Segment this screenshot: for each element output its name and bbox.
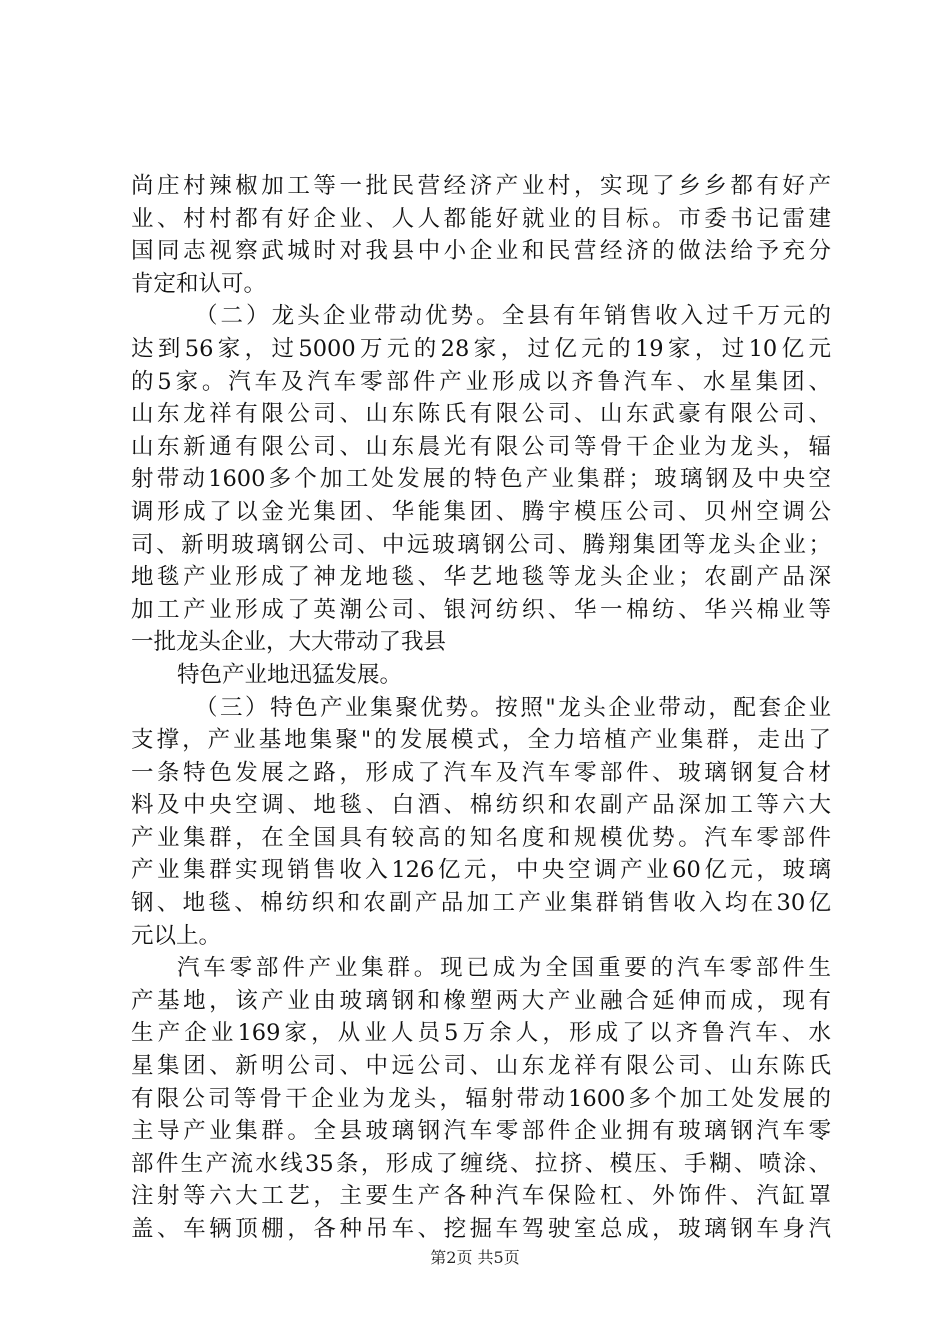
text-line: 地毯产业形成了神龙地毯、华艺地毯等龙头企业；农副产品深 <box>131 564 831 591</box>
text-line: 产基地，该产业由玻璃钢和橡塑两大产业融合延伸而成，现有 <box>131 987 831 1014</box>
text-line: 肯定和认可。 <box>131 270 267 297</box>
text-line: 汽车零部件产业集群。现已成为全国重要的汽车零部件生 <box>177 955 831 982</box>
text-line: 盖、车辆顶棚，各种吊车、挖掘车驾驶室总成，玻璃钢车身汽 <box>131 1216 831 1242</box>
text-line: 产业集群实现销售收入126亿元，中央空调产业60亿元，玻璃 <box>131 857 831 884</box>
page-number-footer: 第2页 共5页 <box>430 1248 520 1267</box>
text-line: （二）龙头企业带动优势。全县有年销售收入过千万元的 <box>195 303 831 330</box>
text-line: 支撑，产业基地集聚"的发展模式，全力培植产业集群，走出了 <box>131 727 831 754</box>
text-line: 一条特色发展之路，形成了汽车及汽车零部件、玻璃钢复合材 <box>131 759 831 786</box>
text-line: 钢、地毯、棉纺织和农副产品加工产业集群销售收入均在30亿 <box>131 890 831 917</box>
text-line: 山东新通有限公司、山东晨光有限公司等骨干企业为龙头，辐 <box>131 433 831 460</box>
text-line: 业、村村都有好企业、人人都能好就业的目标。市委书记雷建 <box>131 205 831 232</box>
text-line: 一批龙头企业，大大带动了我县 <box>131 629 447 656</box>
text-line: 部件生产流水线35条，形成了缠绕、拉挤、模压、手糊、喷涂、 <box>131 1150 831 1177</box>
text-line: 产业集群，在全国具有较高的知名度和规模优势。汽车零部件 <box>131 824 831 851</box>
text-line: 料及中央空调、地毯、白酒、棉纺织和农副产品深加工等六大 <box>131 792 831 819</box>
text-line: 达到56家，过5000万元的28家，过亿元的19家，过10亿元 <box>131 335 831 362</box>
text-line: 有限公司等骨干企业为龙头，辐射带动1600多个加工处发展的 <box>131 1085 831 1112</box>
text-line: 的5家。汽车及汽车零部件产业形成以齐鲁汽车、水星集团、 <box>131 368 831 395</box>
text-line: 加工产业形成了英潮公司、银河纺织、华一棉纺、华兴棉业等 <box>131 596 831 623</box>
text-line: 特色产业地迅猛发展。 <box>177 661 403 688</box>
text-line: 元以上。 <box>131 922 222 949</box>
text-line: 射带动1600多个加工处发展的特色产业集群；玻璃钢及中央空 <box>131 466 831 493</box>
text-line: 生产企业169家，从业人员5万余人，形成了以齐鲁汽车、水 <box>131 1020 831 1047</box>
text-line: 注射等六大工艺，主要生产各种汽车保险杠、外饰件、汽缸罩 <box>131 1183 831 1210</box>
text-line: 国同志视察武城时对我县中小企业和民营经济的做法给予充分 <box>131 238 831 265</box>
text-line: 调形成了以金光集团、华能集团、腾宇模压公司、贝州空调公 <box>131 498 831 525</box>
text-line: 主导产业集群。全县玻璃钢汽车零部件企业拥有玻璃钢汽车零 <box>131 1118 831 1145</box>
text-line: 山东龙祥有限公司、山东陈氏有限公司、山东武豪有限公司、 <box>131 401 831 428</box>
text-line: （三）特色产业集聚优势。按照"龙头企业带动，配套企业 <box>195 694 831 721</box>
body-text <box>131 170 831 1246</box>
text-line: 星集团、新明公司、中远公司、山东龙祥有限公司、山东陈氏 <box>131 1053 831 1080</box>
text-line: 尚庄村辣椒加工等一批民营经济产业村，实现了乡乡都有好产 <box>131 173 831 199</box>
text-line: 司、新明玻璃钢公司、中远玻璃钢公司、腾翔集团等龙头企业； <box>131 531 831 558</box>
